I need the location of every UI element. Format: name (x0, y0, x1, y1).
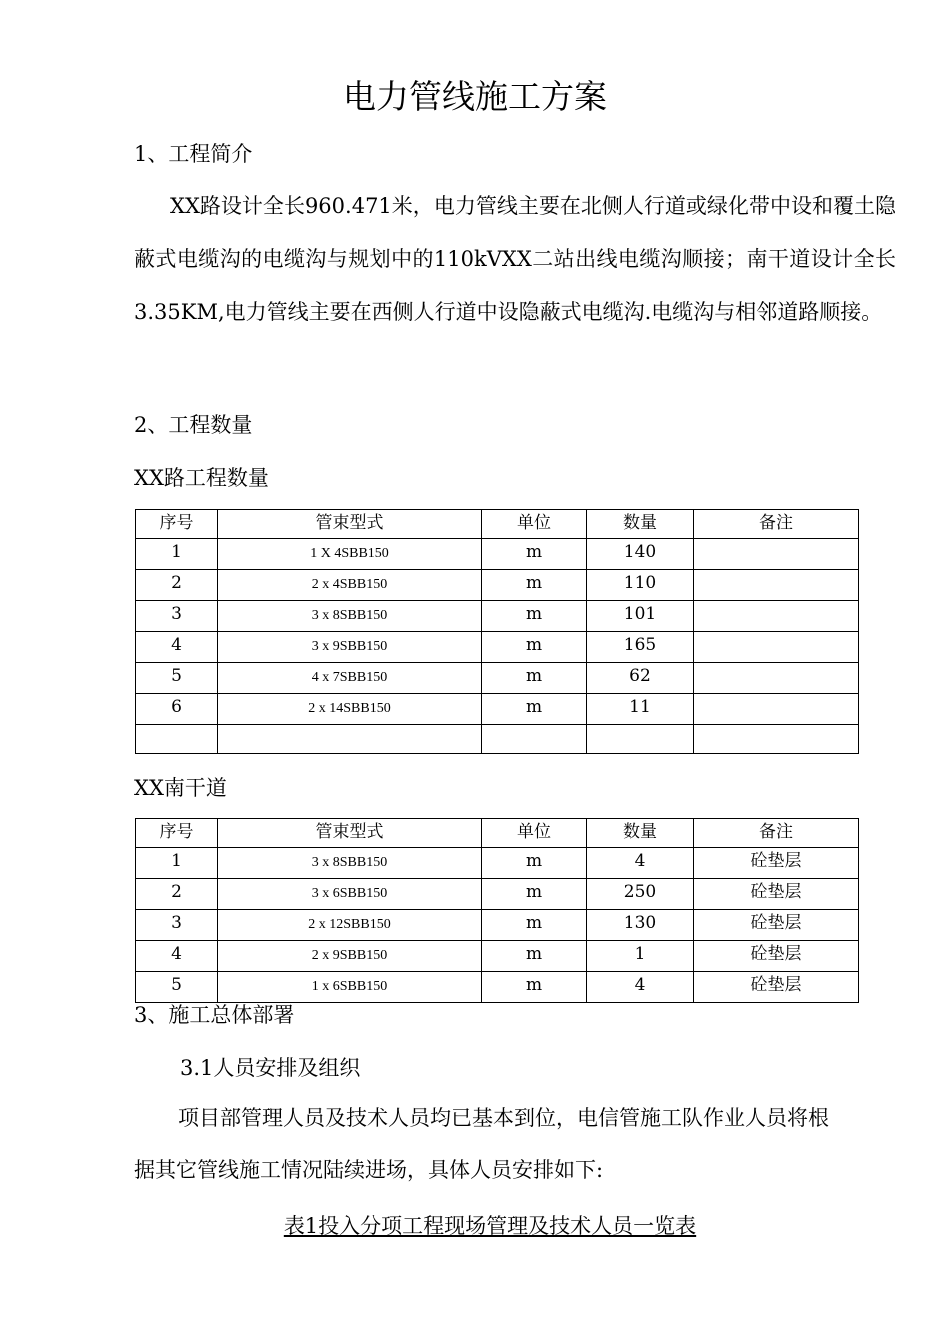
table-cell: 3 x 6SBB150 (218, 879, 482, 910)
section-1-heading: 1、工程简介 (134, 142, 253, 166)
table-caption: 表1投入分项工程现场管理及技术人员一览表 (283, 1214, 697, 1238)
header-cell: 序号 (136, 819, 218, 848)
section-3-heading: 3、施工总体部署 (134, 1003, 295, 1027)
header-cell: 管束型式 (218, 510, 482, 539)
table-cell: 4 x 7SBB150 (218, 663, 482, 694)
table-cell: 5 (136, 663, 218, 694)
quantity-table-2-body (136, 819, 859, 1003)
table-cell: m (482, 570, 587, 601)
table-cell: m (482, 632, 587, 663)
header-cell: 备注 (694, 819, 859, 848)
section-1-paragraph: XX路设计全长960.471米，电力管线主要在北侧人行道或绿化带中设和覆土隐蔽式电缆沟的电缆沟与规划中的110kVXX二站出线电缆沟顺接；南干道设计全长3.35KM,电力管线主要在西侧人行道中设隐蔽式电缆沟.电缆沟与相邻道路顺接。 (134, 194, 896, 324)
table-cell: 1 X 4SBB150 (218, 539, 482, 570)
quantity-table-1-body (136, 510, 859, 754)
table-cell: m (482, 972, 587, 1003)
table-header-row (136, 510, 859, 539)
header-cell: 单位 (482, 819, 587, 848)
table-cell: 1 (136, 848, 218, 879)
table-cell: m (482, 879, 587, 910)
table-cell: 1 (587, 941, 694, 972)
table-row (136, 601, 859, 632)
table-cell: 4 (587, 972, 694, 1003)
section-3-paragraph: 项目部管理人员及技术人员均已基本到位，电信管施工队作业人员将根据其它管线施工情况陆续进场，具体人员安排如下: (134, 1106, 829, 1182)
table-cell: 3 x 8SBB150 (218, 601, 482, 632)
table-row (136, 941, 859, 972)
header-cell: 数量 (587, 819, 694, 848)
table-cell: m (482, 539, 587, 570)
table-cell: m (482, 663, 587, 694)
table-cell: 5 (136, 972, 218, 1003)
table-row (136, 694, 859, 725)
table-cell: m (482, 910, 587, 941)
table-cell: 2 x 9SBB150 (218, 941, 482, 972)
table-cell (694, 663, 859, 694)
header-cell: 管束型式 (218, 819, 482, 848)
table-cell: m (482, 601, 587, 632)
table-cell: 砼垫层 (694, 848, 859, 879)
quantity-table-2 (135, 818, 859, 1003)
table-2-title: XX南干道 (134, 776, 227, 800)
table-cell: 3 (136, 910, 218, 941)
table-cell: 3 (136, 601, 218, 632)
table-cell: 101 (587, 601, 694, 632)
document-title: 电力管线施工方案 (343, 77, 607, 116)
section-3-1-heading: 3.1人员安排及组织 (180, 1056, 361, 1080)
table-header-row (136, 819, 859, 848)
table-cell (587, 725, 694, 754)
table-cell: m (482, 848, 587, 879)
header-cell: 单位 (482, 510, 587, 539)
table-cell: 62 (587, 663, 694, 694)
table-row (136, 725, 859, 754)
table-cell: m (482, 941, 587, 972)
table-row (136, 539, 859, 570)
table-cell (694, 694, 859, 725)
table-cell: 2 (136, 570, 218, 601)
table-cell: 11 (587, 694, 694, 725)
table-cell: m (482, 694, 587, 725)
table-cell: 砼垫层 (694, 941, 859, 972)
header-cell: 数量 (587, 510, 694, 539)
table-cell: 砼垫层 (694, 910, 859, 941)
table-cell (694, 539, 859, 570)
table-cell: 3 x 8SBB150 (218, 848, 482, 879)
table-1-title: XX路工程数量 (134, 466, 269, 490)
table-cell (218, 725, 482, 754)
table-row (136, 910, 859, 941)
table-cell: 1 x 6SBB150 (218, 972, 482, 1003)
section-2-heading: 2、工程数量 (134, 413, 253, 437)
table-row (136, 632, 859, 663)
table-cell: 2 x 12SBB150 (218, 910, 482, 941)
table-row (136, 663, 859, 694)
table-cell: 4 (136, 632, 218, 663)
table-cell: 4 (136, 941, 218, 972)
table-cell: 砼垫层 (694, 879, 859, 910)
table-cell: 165 (587, 632, 694, 663)
table-row (136, 848, 859, 879)
header-cell: 备注 (694, 510, 859, 539)
table-cell: 6 (136, 694, 218, 725)
table-cell (482, 725, 587, 754)
table-cell (694, 725, 859, 754)
table-cell (694, 570, 859, 601)
table-cell: 140 (587, 539, 694, 570)
table-cell: 250 (587, 879, 694, 910)
table-cell: 2 (136, 879, 218, 910)
table-cell: 1 (136, 539, 218, 570)
table-cell: 2 x 14SBB150 (218, 694, 482, 725)
table-cell (694, 632, 859, 663)
table-cell (136, 725, 218, 754)
table-cell: 砼垫层 (694, 972, 859, 1003)
quantity-table-1 (135, 509, 859, 754)
table-cell: 130 (587, 910, 694, 941)
table-cell: 4 (587, 848, 694, 879)
table-row (136, 972, 859, 1003)
table-row (136, 879, 859, 910)
table-row (136, 570, 859, 601)
table-cell: 2 x 4SBB150 (218, 570, 482, 601)
table-cell: 3 x 9SBB150 (218, 632, 482, 663)
header-cell: 序号 (136, 510, 218, 539)
table-cell (694, 601, 859, 632)
table-cell: 110 (587, 570, 694, 601)
